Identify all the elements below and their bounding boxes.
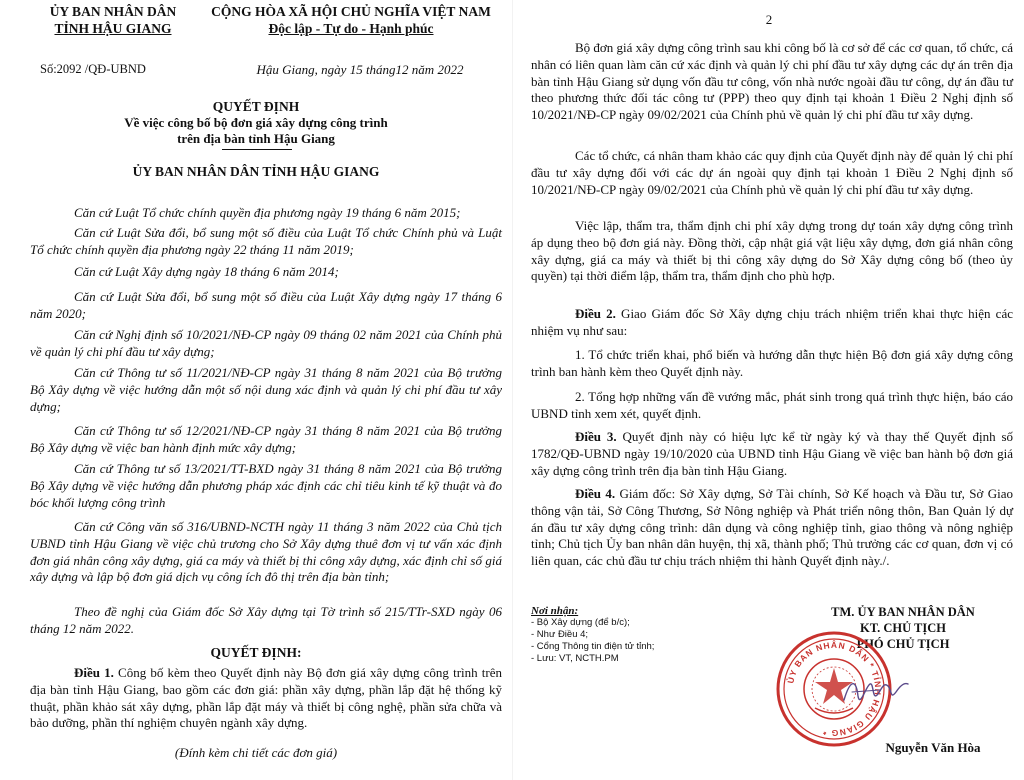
preamble-item: Căn cứ Công văn số 316/UBND-NCTH ngày 11 tháng 3 năm 2022 của Chủ tịch UBND tỉnh Hậu Giang về việc chủ trương cho Sở Xây dựng thuê đơn vị tư vấn xác định đơn giá nhân công xây dựng, giá ca máy và thiết bị thi công xây dựng, xác định chỉ số giá xây dựng và lập bộ đơn giá dịch vụ công ích đô thị trên địa bàn tỉnh; — [30, 519, 502, 585]
article-4 — [531, 486, 1013, 570]
page-number: 2 — [765, 12, 773, 27]
preamble-item: Căn cứ Thông tư số 11/2021/NĐ-CP ngày 31 tháng 8 năm 2021 của Bộ trưởng Bộ Xây dựng về việc hướng dẫn một số nội dung xác định và quản lý chi phí đầu tư xây dựng; — [30, 365, 502, 414]
recipient-item: - Lưu: VT, NCTH.PM — [531, 653, 619, 664]
article-2-text: Giao Giám đốc Sở Xây dựng chịu trách nhiệm triển khai thực hiện các nhiệm vụ như sau: — [531, 306, 1013, 338]
article-3 — [531, 429, 1013, 479]
preamble-item: Căn cứ Luật Xây dựng ngày 18 tháng 6 năm 2014; — [74, 264, 339, 279]
issuer-heading: ỦY BAN NHÂN DÂN TỈNH HẬU GIANG — [132, 164, 380, 179]
preamble-item: Căn cứ Thông tư số 13/2021/TT-BXD ngày 31 tháng 8 năm 2021 của Bộ trưởng Bộ Xây dựng về việc hướng dẫn phương pháp xác định các chỉ tiêu kinh tế kỹ thuật và đo bóc khối lượng công trình — [30, 461, 502, 510]
preamble-item: Căn cứ Luật Sửa đổi, bổ sung một số điều của Luật Xây dựng ngày 17 tháng 6 năm 2020; — [30, 289, 502, 321]
handwritten-signature-icon — [840, 672, 910, 712]
signer-org: TM. ỦY BAN NHÂN DÂN — [831, 605, 975, 619]
document-number: Số:2092 /QĐ-UBND — [40, 62, 146, 76]
agency-name-line1: ỦY BAN NHÂN DÂN — [49, 4, 177, 19]
article-2-item: 2. Tổng hợp những vấn đề vướng mắc, phát sinh trong quá trình thực hiện, báo cáo UBND tỉnh xem xét, quyết định. — [531, 389, 1013, 421]
seal-text: ỦY BAN NHÂN DÂN * TỈNH HẬU GIANG * — [785, 639, 884, 739]
preamble-item: Theo đề nghị của Giám đốc Sở Xây dựng tại Tờ trình số 215/TTr-SXD ngày 06 tháng 12 năm 2022. — [30, 604, 502, 636]
preamble-item: Căn cứ Luật Sửa đổi, bổ sung một số điều của Luật Tổ chức Chính phủ và Luật Tổ chức chính quyền địa phương ngày 22 tháng 11 năm 2019; — [30, 225, 502, 257]
article-2 — [531, 306, 1013, 340]
body-paragraph: Việc lập, thẩm tra, thẩm định chi phí xây dựng trong dự toán xây dựng công trình áp dụng theo bộ đơn giá này. Đồng thời, cập nhật giá vật liệu xây dựng, đơn giá nhân công xây dựng, giá ca máy và thiết bị thi công xây dựng do Sở Xây dựng công bố (theo ủy quyền) tại thời điểm lập, thẩm tra, thẩm định cho phù hợp. — [531, 218, 1013, 284]
nation-motto: Độc lập - Tự do - Hạnh phúc — [268, 21, 434, 36]
recipient-item: - Cổng Thông tin điện tử tỉnh; — [531, 641, 655, 652]
article-1 — [30, 665, 502, 732]
article-1-text: Công bố kèm theo Quyết định này Bộ đơn giá xây dựng công trình trên địa bàn tỉnh Hậu Giang, bao gồm các đơn giá: phần xây dựng, phần lắp đặt hệ thống kỹ thuật, phần khảo sát xây dựng, phần lắp đặt máy và thiết bị công nghệ, phần sửa chữa và bảo dưỡng, phần thí nghiệm chuyên ngành xây dựng. — [30, 665, 502, 731]
subject-underline — [222, 149, 292, 150]
recipients-block — [531, 605, 761, 665]
decision-heading: QUYẾT ĐỊNH: — [210, 645, 302, 660]
place-date: Hậu Giang, ngày 15 tháng12 năm 2022 — [256, 62, 464, 77]
article-1-lead: Điều 1. — [74, 665, 114, 680]
recipient-item: - Như Điều 4; — [531, 629, 589, 640]
attachment-note: (Đính kèm chi tiết các đơn giá) — [174, 745, 338, 760]
document-subject-line1: Về việc công bố bộ đơn giá xây dựng công trình — [124, 115, 388, 130]
body-paragraph: Bộ đơn giá xây dựng công trình sau khi công bố là cơ sở để các cơ quan, tổ chức, cá nhân có liên quan làm căn cứ xác định và quản lý chi phí đầu tư xây dựng các dự án trên địa bàn tỉnh Hậu Giang sử dụng vốn đầu tư công, vốn nhà nước ngoài đầu tư công, dự án đầu tư theo phương thức đối tác công tư (PPP) theo quy định tại khoản 1 Điều 2 Nghị định số 10/2021/NĐ-CP ngày 09/02/2021 của Chính phủ về quản lý chi phí đầu tư xây dựng. — [531, 40, 1013, 123]
recipient-item: - Bộ Xây dựng (để b/c); — [531, 617, 630, 628]
preamble-item: Căn cứ Nghị định số 10/2021/NĐ-CP ngày 09 tháng 02 năm 2021 của Chính phủ về quản lý chi phí đầu tư xây dựng; — [30, 327, 502, 359]
article-2-lead: Điều 2. — [575, 306, 616, 321]
signer-authority: KT. CHỦ TỊCH — [859, 621, 946, 635]
preamble-item: Căn cứ Thông tư số 12/2021/NĐ-CP ngày 31 tháng 8 năm 2021 của Bộ trưởng Bộ Xây dựng về việc ban hành định mức xây dựng; — [30, 423, 502, 455]
preamble-item: Căn cứ Luật Tổ chức chính quyền địa phương ngày 19 tháng 6 năm 2015; — [74, 205, 461, 220]
document-page-2 — [512, 0, 1024, 780]
article-3-text: Quyết định này có hiệu lực kể từ ngày ký và thay thế Quyết định số 1782/QĐ-UBND ngày 19/10/2020 của UBND tỉnh Hậu Giang về việc ban hành bộ đơn giá xây dựng công trình trên địa bàn tỉnh Hậu Giang. — [531, 429, 1013, 478]
agency-name-line2: TỈNH HẬU GIANG — [54, 21, 172, 36]
article-2-item: 1. Tổ chức triển khai, phổ biến và hướng dẫn thực hiện Bộ đơn giá xây dựng công trình ban hành kèm theo Quyết định này. — [531, 347, 1013, 379]
article-3-lead: Điều 3. — [575, 429, 617, 444]
recipients-title: Nơi nhận: — [531, 605, 579, 617]
document-subject-line2: trên địa bàn tỉnh Hậu Giang — [177, 131, 335, 146]
nation-title: CỘNG HÒA XÃ HỘI CHỦ NGHĨA VIỆT NAM — [211, 4, 491, 19]
document-type: QUYẾT ĐỊNH — [212, 99, 300, 114]
article-4-text: Giám đốc: Sở Xây dựng, Sở Tài chính, Sở Kế hoạch và Đầu tư, Sở Giao thông vận tải, Sở Công Thương, Sở Nông nghiệp và Phát triển nông thôn, Ban Quản lý dự án đầu tư xây dựng công trình: dân dụng và công nghiệp tỉnh, giao thông và nông nghiệp tỉnh; Chủ tịch Ủy ban nhân dân huyện, thị xã, thành phố; Thủ trưởng các cơ quan, đơn vị có liên quan, các chủ đầu tư chịu trách nhiệm thi hành Quyết định này./. — [531, 486, 1013, 569]
article-4-lead: Điều 4. — [575, 486, 616, 501]
body-paragraph: Các tổ chức, cá nhân tham khảo các quy định của Quyết định này để quản lý chi phí đầu tư xây dựng đối với các dự án ngoài quy định tại khoản 1 Điều 2 Nghị định số 10/2021/NĐ-CP ngày 09/02/2021 của Chính phủ về quản lý chi phí đầu tư xây dựng. — [531, 148, 1013, 197]
signer-title: PHÓ CHỦ TỊCH — [856, 637, 950, 651]
signer-name: Nguyễn Văn Hòa — [885, 740, 981, 755]
